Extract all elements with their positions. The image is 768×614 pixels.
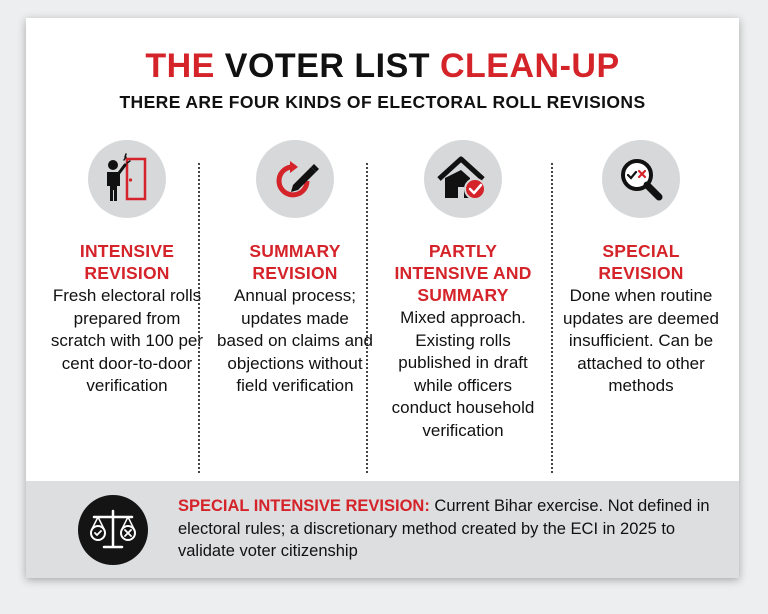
title-part-clean-up: CLEAN-UP (439, 47, 620, 85)
column-summary-revision (212, 140, 378, 480)
title-part-voter-list: VOTER LIST (224, 47, 440, 85)
column-description: Done when routine updates are deemed insufficient. Can be attached to other methods (563, 286, 719, 395)
page-subtitle: THERE ARE FOUR KINDS OF ELECTORAL ROLL REVISIONS (119, 92, 646, 112)
column-special-revision (558, 140, 724, 480)
bottom-panel (26, 481, 739, 578)
column-divider (198, 163, 200, 473)
column-divider (366, 163, 368, 473)
column-heading: SPECIAL REVISION (598, 241, 684, 283)
door-knock-icon (88, 140, 166, 218)
column-heading: PARTLY INTENSIVE AND SUMMARY (394, 241, 532, 305)
column-description: Annual process; updates made based on claims and objections without field verification (217, 286, 373, 395)
title-part-the: THE (145, 47, 225, 85)
infographic-card (26, 18, 739, 578)
column-divider (551, 163, 553, 473)
bottom-text: Current Bihar exercise. Not defined in electoral rules; a discretionary method created by the ECI in 2025 to validate voter citizenship (178, 497, 710, 560)
refresh-pencil-icon (256, 140, 334, 218)
house-check-icon (424, 140, 502, 218)
column-heading: SUMMARY REVISION (249, 241, 341, 283)
magnifier-icon (602, 140, 680, 218)
bottom-description (178, 495, 726, 563)
scales-icon (78, 495, 148, 565)
bottom-label: SPECIAL INTENSIVE REVISION: (178, 497, 430, 515)
column-description: Fresh electoral rolls prepared from scratch with 100 per cent door-to-door verification (50, 286, 204, 395)
column-intensive-revision (44, 140, 210, 480)
column-partly-intensive-and-summary (380, 140, 546, 480)
column-heading: INTENSIVE REVISION (79, 241, 175, 283)
page-title (26, 46, 739, 86)
column-description: Mixed approach. Existing rolls published in draft while officers conduct household verification (391, 308, 535, 440)
